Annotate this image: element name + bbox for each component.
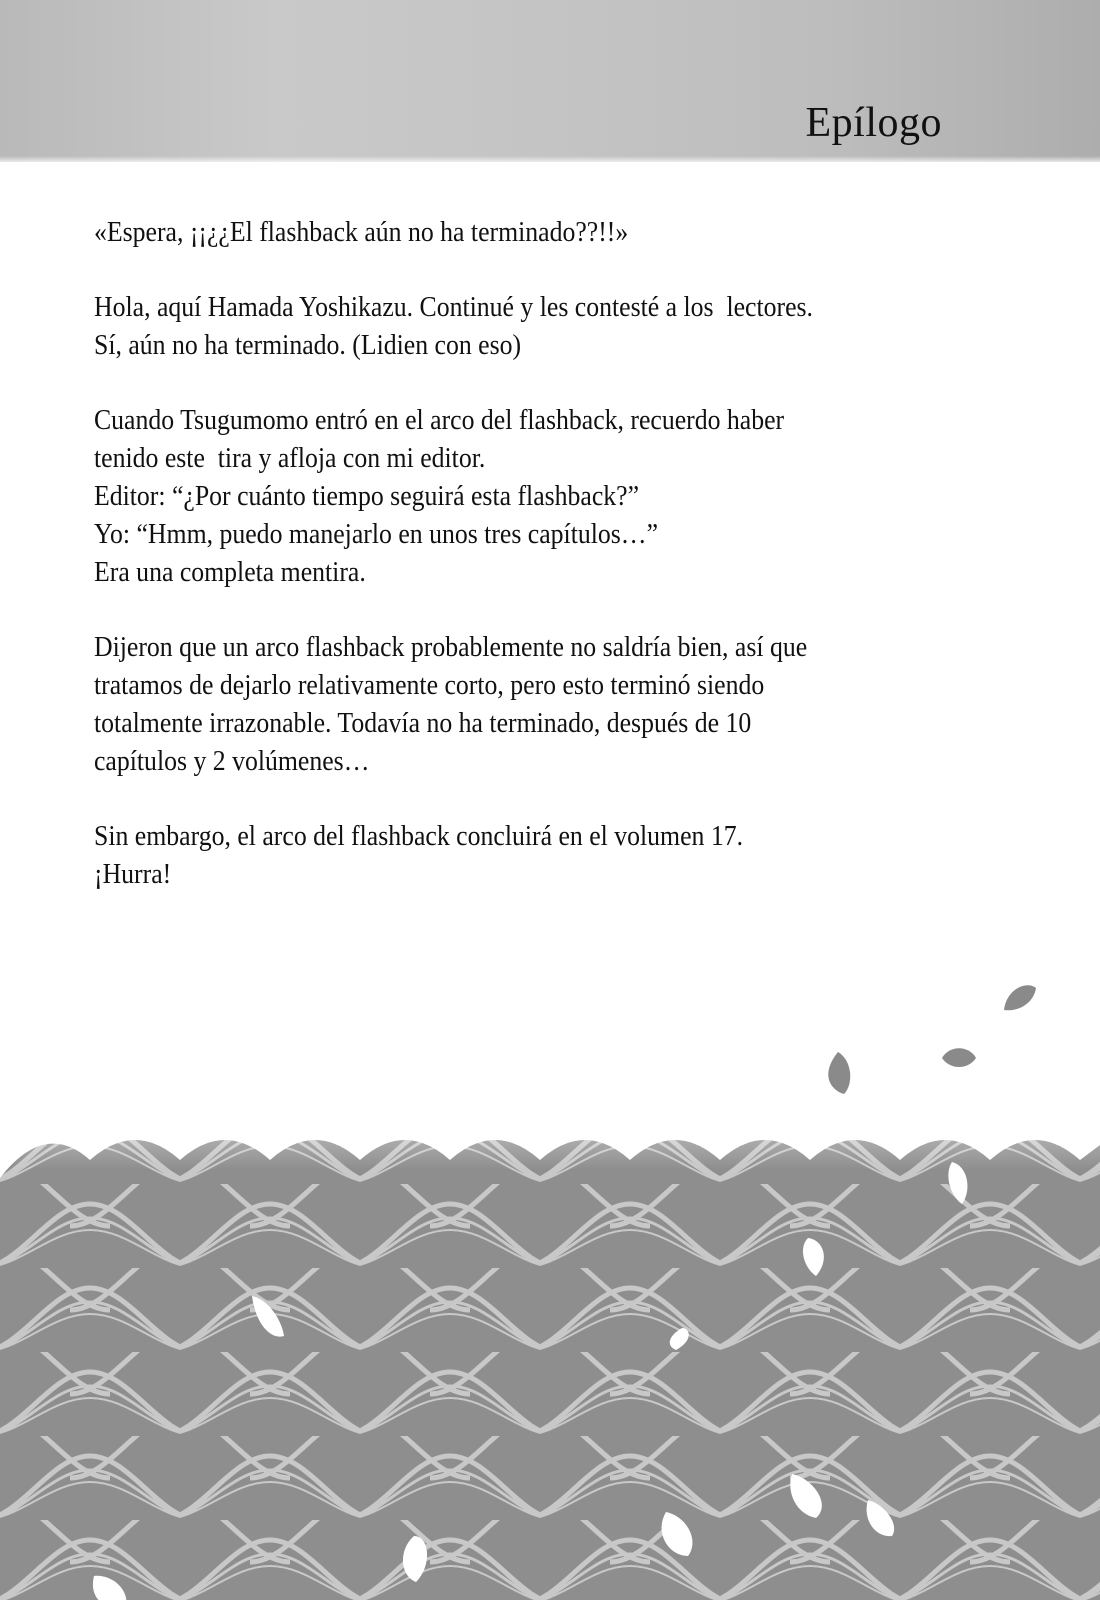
page-title: Epílogo [805, 100, 942, 146]
paragraph-4 [94, 629, 940, 781]
text-line: «Espera, ¡¡¿¿El flashback aún no ha terminado??!!» [94, 217, 629, 248]
paragraph-1 [94, 214, 940, 252]
text-line: Sin embargo, el arco del flashback concluirá en el volumen 17. [94, 821, 744, 852]
petal-icon [1000, 980, 1040, 1020]
petal-icon [940, 1040, 980, 1080]
text-line: tenido este tira y afloja con mi editor. [94, 443, 486, 474]
paragraph-5 [94, 818, 940, 894]
seigaiha-wave-pattern [0, 1100, 1100, 1600]
petal-icon [818, 1050, 858, 1098]
paragraph-2 [94, 289, 940, 365]
text-line: ¡Hurra! [94, 859, 172, 890]
text-line: capítulos y 2 volúmenes… [94, 746, 370, 777]
epilogue-text [94, 214, 940, 931]
text-line: Era una completa mentira. [94, 557, 366, 588]
paragraph-3 [94, 402, 940, 592]
text-line: Cuando Tsugumomo entró en el arco del flashback, recuerdo haber [94, 405, 785, 436]
text-line: Sí, aún no ha terminado. (Lidien con eso) [94, 330, 522, 361]
text-line: Editor: “¿Por cuánto tiempo seguirá esta flashback?” [94, 481, 640, 512]
text-line: totalmente irrazonable. Todavía no ha terminado, después de 10 [94, 708, 752, 739]
text-line: tratamos de dejarlo relativamente corto, pero esto terminó siendo [94, 670, 765, 701]
text-line: Yo: “Hmm, puedo manejarlo en unos tres capítulos…” [94, 519, 659, 550]
text-line: Hola, aquí Hamada Yoshikazu. Continué y les contesté a los lectores. [94, 292, 813, 323]
text-line: Dijeron que un arco flashback probablemente no saldría bien, así que [94, 632, 808, 663]
